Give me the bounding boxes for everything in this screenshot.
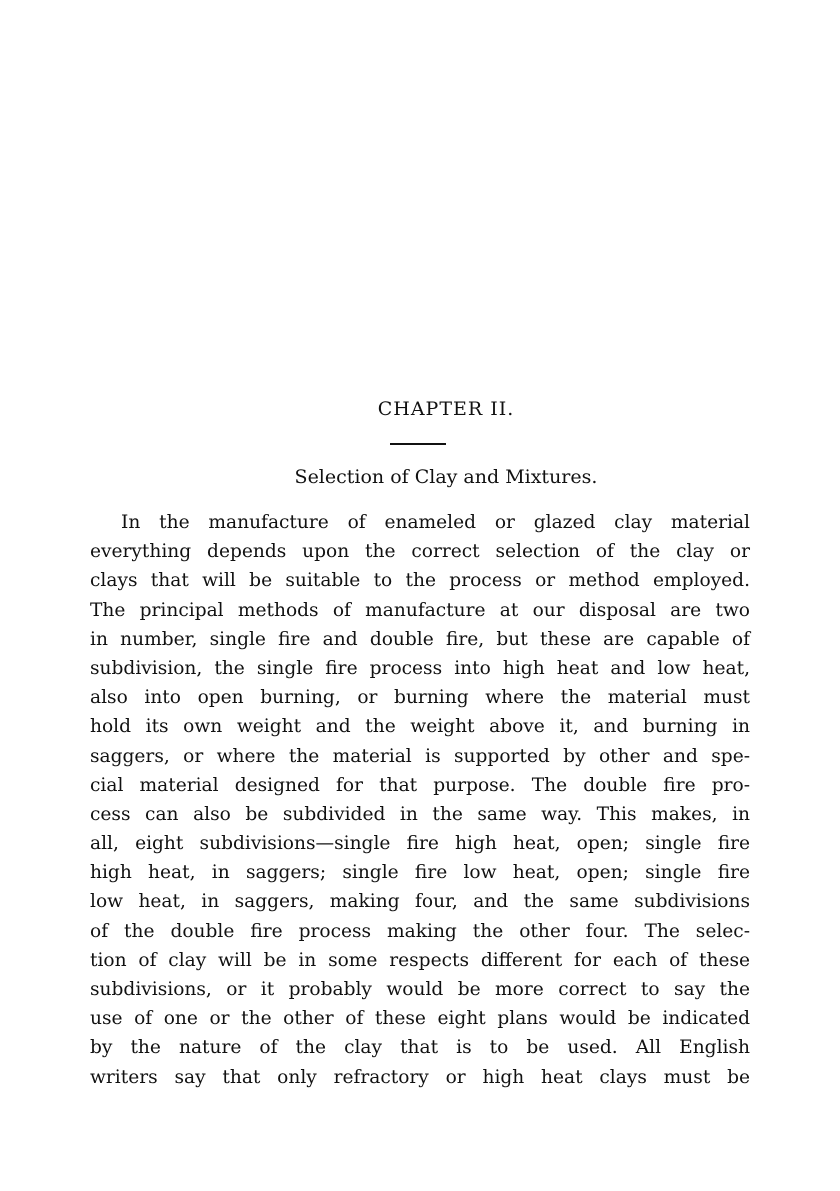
text-line: clays that will be suitable to the process or method employed. — [90, 570, 750, 592]
text-line: everything depends upon the correct selection of the clay or — [90, 541, 750, 563]
text-line: use of one or the other of these eight plans would be indicated — [90, 1008, 750, 1030]
text-line: cial material designed for that purpose. The double fire pro- — [90, 774, 750, 796]
text-line: cess can also be subdivided in the same way. This makes, in — [90, 803, 750, 825]
text-line: by the nature of the clay that is to be used. All English — [90, 1037, 750, 1059]
text-line: low heat, in saggers, making four, and the same subdivisions — [90, 891, 750, 913]
chapter-title: Selection of Clay and Mixtures. — [294, 466, 598, 488]
text-line: subdivisions, or it probably would be more correct to say the — [90, 979, 750, 1000]
text-line: also into open burning, or burning where the material must — [90, 687, 750, 709]
body-paragraph — [90, 508, 750, 1092]
text-line: all, eight subdivisions—single fire high heat, open; single fire — [90, 833, 750, 855]
chapter-heading: CHAPTER II. — [377, 398, 515, 420]
text-line: tion of clay will be in some respects different for each of these — [90, 949, 750, 971]
text-line: writers say that only refractory or high heat clays must be — [90, 1066, 750, 1088]
text-line: in number, single fire and double fire, but these are capable of — [90, 628, 750, 650]
text-line: hold its own weight and the weight above it, and burning in — [90, 716, 750, 738]
text-line: The principal methods of manufacture at our disposal are two — [90, 599, 750, 621]
text-line: saggers, or where the material is supported by other and spe- — [90, 745, 750, 767]
chapter-divider-rule — [390, 443, 446, 445]
text-line: of the double fire process making the other four. The selec- — [90, 920, 750, 942]
text-line: subdivision, the single fire process into high heat and low heat, — [90, 657, 750, 679]
text-line: high heat, in saggers; single fire low heat, open; single fire — [90, 862, 750, 884]
text-line: In the manufacture of enameled or glazed clay material — [121, 512, 750, 533]
